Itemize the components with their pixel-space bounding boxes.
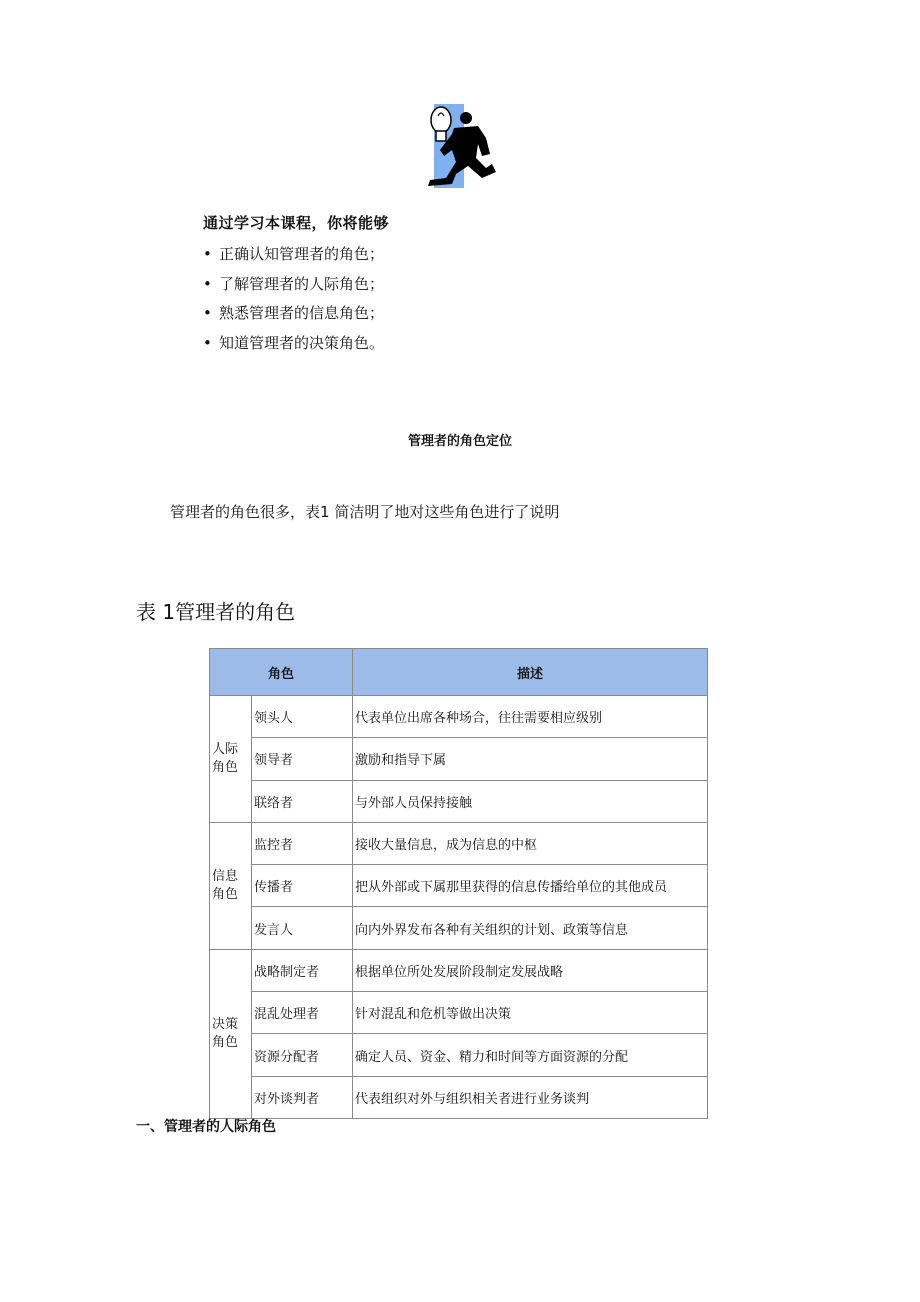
role-name: 领头人: [252, 696, 353, 738]
group-decisional: 决策 角色: [210, 949, 252, 1118]
role-description: 激励和指导下属: [353, 738, 708, 780]
role-name: 资源分配者: [252, 1034, 353, 1076]
list-item: • 正确认知管理者的角色；: [203, 240, 384, 270]
lightbulb-businessman-icon: [416, 98, 504, 190]
list-item: • 知道管理者的决策角色。: [203, 329, 384, 359]
role-name: 联络者: [252, 780, 353, 822]
role-name: 发言人: [252, 907, 353, 949]
table-row: [210, 1076, 708, 1118]
role-description: 与外部人员保持接触: [353, 780, 708, 822]
role-description: 根据单位所处发展阶段制定发展战略: [353, 949, 708, 991]
group-interpersonal: 人际 角色: [210, 696, 252, 823]
table-header-row: [210, 649, 708, 696]
role-name: 战略制定者: [252, 949, 353, 991]
table-row: [210, 822, 708, 864]
role-description: 确定人员、资金、精力和时间等方面资源的分配: [353, 1034, 708, 1076]
section-title: 管理者的角色定位: [407, 434, 512, 449]
table-row: [210, 696, 708, 738]
role-description: 把从外部或下属那里获得的信息传播给单位的其他成员: [353, 865, 708, 907]
goals-title: 通过学习本课程，你将能够: [203, 214, 390, 232]
role-description: 针对混乱和危机等做出决策: [353, 992, 708, 1034]
bullet: •: [203, 304, 212, 322]
roles-table: [209, 648, 708, 1119]
role-description: 向内外界发布各种有关组织的计划、政策等信息: [353, 907, 708, 949]
bullet: •: [203, 333, 212, 352]
table-row: [210, 949, 708, 991]
table-row: [210, 738, 708, 780]
list-item: • 熟悉管理者的信息角色；: [203, 299, 384, 329]
goals-list: [203, 240, 384, 358]
list-item: • 了解管理者的人际角色；: [203, 270, 384, 300]
intro-paragraph: 管理者的角色很多，表1 简洁明了地对这些角色进行了说明: [170, 503, 560, 521]
table-row: [210, 907, 708, 949]
role-name: 对外谈判者: [252, 1076, 353, 1118]
role-description: 接收大量信息，成为信息的中枢: [353, 822, 708, 864]
bullet: •: [203, 274, 212, 293]
header-role: 角色: [210, 649, 353, 696]
table-row: [210, 780, 708, 822]
heading-interpersonal-roles: 一、管理者的人际角色: [136, 1119, 276, 1135]
role-name: 领导者: [252, 738, 353, 780]
header-description: 描述: [353, 649, 708, 696]
group-informational: 信息 角色: [210, 822, 252, 949]
role-name: 传播者: [252, 865, 353, 907]
table-row: [210, 1034, 708, 1076]
table-caption: 表 1管理者的角色: [136, 600, 296, 624]
role-name: 混乱处理者: [252, 992, 353, 1034]
bullet: •: [203, 245, 212, 263]
table-row: [210, 992, 708, 1034]
role-description: 代表单位出席各种场合，往往需要相应级别: [353, 696, 708, 738]
table-row: [210, 865, 708, 907]
role-description: 代表组织对外与组织相关者进行业务谈判: [353, 1076, 708, 1118]
role-name: 监控者: [252, 822, 353, 864]
